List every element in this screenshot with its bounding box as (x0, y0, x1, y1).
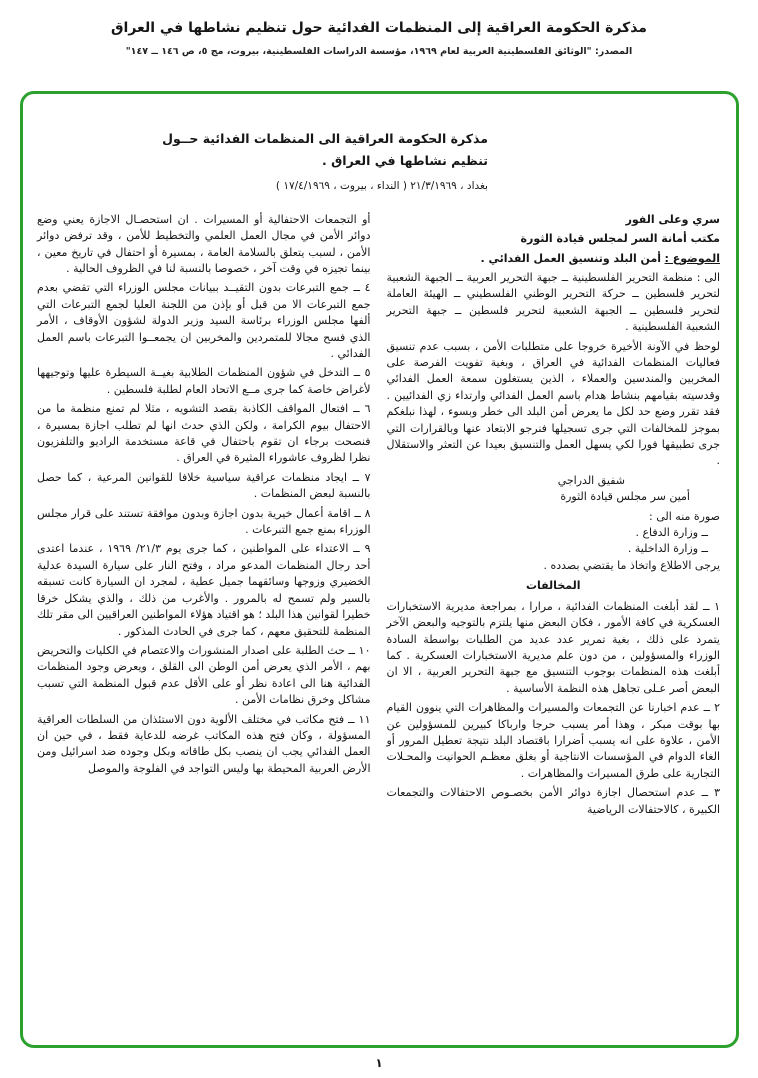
copy-item-interior: ــ وزارة الداخلية . (627, 542, 708, 556)
two-column-body (37, 212, 720, 821)
dateline: بغداد ، ٢١/٣/١٩٦٩ ( النداء ، بيروت ، ١٧/٤/١٩٦٩ ) (275, 179, 488, 192)
addressees-paragraph: الى : منظمة التحرير الفلسطينية ــ جبهة التحرير العربية ــ الجبهة الشعبية لتحرير فلسطين ــ حركة التحرير الوطني الفلسطيني ــ الهيئة العاملة لتحرير فلسطين ــ الجبهة الشعبية لتحرير فلسطين ــ جبهة التحرير الشعبية الفلسطينية . (386, 270, 720, 334)
subject-line (387, 251, 721, 267)
body-paragraph: لوحظ في الآونة الأخيرة خروجا على متطلبات الأمن ، بسبب عدم تنسيق فعاليات المنظمات الفدائية في العراق ، وبغية تفويت الفرصة على المخربين والمندسين والعملاء ، الذين يستغلون سمعة العمل الفدائي وقدسيته بقيامهم بنشاط هدام باسم العمل الفدائي وارتداء زي الفدائيين . فقد تقرر وضع حد لكل ما يعرض أمن البلد الى خطر وبسوء ، لهذا نبلغكم بموجز للمخالفات التي جرى تسجيلها فنرجو الابتعاد عنها وبالقرارات التي جرى تطبيقها فورا لكي يسهل العمل والتنسيق بعيدا عن التعثر والاستقلال . (386, 339, 720, 468)
violation-item-4: ٤ ــ جمع التبرعات بدون التقيــد ببيانات مجلس الوزراء التي تقضي بعدم جمع التبرعات الا من قبل أو بإذن من اللجنة العليا لجمع التبرعات التي ألفها مجلس الوزراء برئاسة السيد وزير الدولة لشؤون الأوقاف ، الأمر الذي فسح مجالا للمتمردين والمخربين ان يجمعــوا التبرعات باسم العمل الفدائي . (37, 281, 371, 360)
office-line: مكتب أمانة السر لمجلس قيادة الثورة (520, 232, 720, 246)
violation-item-6: ٦ ــ افتعال المواقف الكاذبة بقصد التشويه ، مثلا لم تمنع منظمة ما من الاحتفال بيوم الكرامة ، ولكن الذي حدث انها لم تطلب اجازة بمسيرة ، فنصحت برجاء ان تقوم باحتفال في قاعة مستخدمة الراديو والتلفزيون نظرا لظروف عاشوراء المثيرة في العراق . (37, 402, 371, 465)
subject-text: أمن البلد وتنسيق العمل الفدائي . (480, 251, 662, 265)
note-line: يرجى الاطلاع واتخاذ ما يقتضي بصدده . (543, 558, 720, 572)
violation-item-5: ٥ ــ التدخل في شؤون المنظمات الطلابية بغيــة السيطرة عليها وتوجيهها لأغراض خاصة كما جرى مــع الاتحاد العام لطلبة فلسطين . (37, 366, 371, 396)
doc-heading-line-2: تنظيم نشاطها في العراق . (322, 152, 488, 168)
classification-line: سري وعلى الفور (625, 212, 720, 226)
copy-item-defense: ــ وزارة الدفاع . (635, 526, 708, 540)
copies-label: صورة منه الى : (649, 509, 720, 523)
column-right (387, 212, 721, 821)
violation-item-3: ٣ ــ عدم استحصال اجازة دوائر الأمن بخصـوص الاحتفالات والتجمعات الكبيرة ، كالاحتفالات الرياضية (386, 786, 720, 816)
violations-heading: المخالفات (525, 579, 581, 593)
signature-title: أمين سر مجلس قيادة الثورة (560, 490, 690, 504)
violation-item-8: ٨ ــ اقامة أعمال خيرية بدون اجازة وبدون موافقة تستند على قرار مجلس الوزراء بمنع جمع التبرعات . (37, 506, 371, 537)
document-frame (20, 91, 739, 1048)
violation-item-11: ١١ ــ فتح مكاتب في مختلف الألوية دون الاستئذان من السلطات العراقية المسؤولة ، وكان فتح هذه المكاتب غرضه للدعاية فقط ، في حين ان العمل الفدائي يجب ان ينصب بكل طاقاته وبكل وجوده ضد اسرائيل ومن الأرض العربية المحيطة بها وليس التواجد في الفلوجة والموصل (37, 712, 371, 775)
source-citation: المصدر: "الوثائق الفلسطينية العربية لعام ١٩٦٩، مؤسسة الدراسات الفلسطينية، بيروت، مج ٥، ص ١٤٦ ــ ١٤٧" (125, 46, 633, 57)
continuation-paragraph: أو التجمعات الاحتفالية أو المسيرات . ان استحصـال الاجازة يعني وضع دوائر الأمن في مجال العمل العلمي والتخطيط للأمن ، وقد ترفض دوائر الأمن ، لسبب يتعلق بالسلامة العامة ، بمسيرة أو احتفال في تاريخ معين ، بينما تجيزه في وقت آخر ، خصوصا بالنسبة لنا في الظروف الحالية . (37, 212, 371, 275)
violation-item-9: ٩ ــ الاعتداء على المواطنين ، كما جرى يوم ٢١/٣/ ١٩٦٩ ، عندما اعتدى أحد رجال المنظمات المدعو مراد ، وفتح النار على سيارة السيدة عدلية الخضيري وزوجها وسائقهما جميل عطية ، لمجرد ان السيارة كانت تسبقه بالسير ولم تسمح له بالمرور . والأغرب من ذلك ، والذي يشكل خرقا خطيرا لقوانين هذا البلد ؛ هو اقتياد هؤلاء المواطنين العراقيين الى مقر تلك المنظمة للتحقيق معهم ، كما جرى في الحادث المذكور . (37, 542, 371, 638)
page-title: مذكرة الحكومة العراقية إلى المنظمات الفدائية حول تنظيم نشاطها في العراق (111, 20, 647, 36)
violation-item-2: ٢ ــ عدم اخبارنا عن التجمعات والمسيرات والمظاهرات التي ينوون القيام بها بوقت مبكر ، وهذا أمر يسبب حرجا وارباكا كبيرين للمسؤولين عن الأمن ، علاوة على انه يسبب أضرارا باقتصاد البلد نتيجة تعطيل المرور أو الغاء الدوام في المؤسسات الانتاجية أو بغلق معظـم الحوانيت والمحـلات التجارية على طرق المسيرات والمظاهرات . (386, 701, 720, 780)
doc-heading (37, 128, 488, 172)
page-number: ١ (375, 1056, 383, 1070)
column-left (37, 212, 371, 780)
signature-name: شفيق الدراجي (557, 473, 625, 487)
doc-heading-line-1: مذكرة الحكومة العراقية الى المنظمات الفدائية حــول (162, 131, 488, 146)
violation-item-7: ٧ ــ ايجاد منظمات عراقية سياسية خلافا للقوانين المرعية ، كما حصل بالنسبة لبعض المنظمات . (37, 470, 371, 501)
subject-label: الموضوع : (664, 251, 720, 265)
violation-item-10: ١٠ ــ حث الطلبة على اصدار المنشورات والاعتصام في الكليات والتحريض بهم ، الأمر الذي يعرض أمن الوطن الى القلق ، ويعرض وجود المنظمات الفدائية هنا الى اعادة نظر أو على الأقل عدم قبول المنظمة التي تسبب مشاكل وخرق نظامات الأمن . (37, 643, 371, 707)
violation-item-1: ١ ــ لقد أبلغت المنظمات الفدائية ، مرارا ، بمراجعة مديرية الاستخبارات العسكرية في كافة الأمور ، فكان البعض منها يلتزم بالتوجيه والبعض الآخر يتمرد على ذلك ، بغية تمرير عدد عديد من الطلبات بواسطة السادة الوزراء والمسؤولين ، من دون علم مديرية الاستخبارات العسكرية . كما أبلغت هذه المنظمات بوجوب التنسيق مع جبهة التحرير العربية ، الا ان البعض أصر عـلى تجاهل هذه النظمة الأساسية . (386, 599, 720, 695)
